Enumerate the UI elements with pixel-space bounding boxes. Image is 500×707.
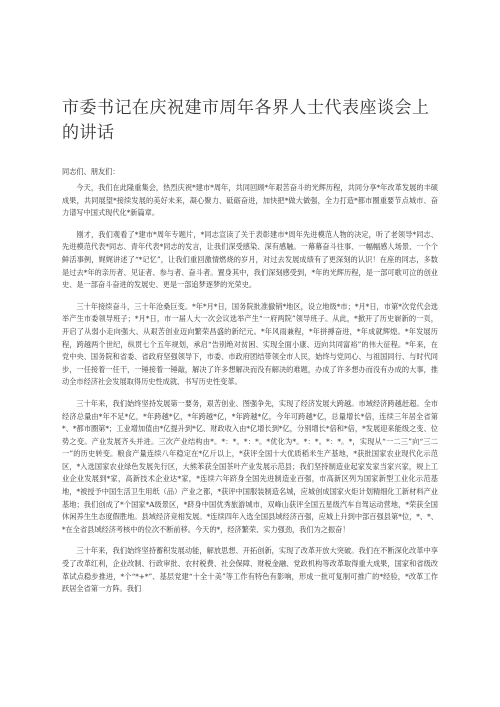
- paragraph-economy: 三十年来，我们始终坚持发展第一要务，艰苦创业、图强争先，实现了经济发展大跨越。市域经济跨越赶超。全市经济总量由*年不足*亿，*年跨越*亿，*年跨越*亿，*年跨越*亿，今年可跨越*亿，总量增长*倍，连续三年居全省第*、*都市圈第*；工业增加值由*亿提升到*亿、财政收入由*亿增长到*亿，分别增长*倍和*倍，*发展迎来能级之变、位势之变。产业发展齐头并进。三次产业结构由*。*：*。*：*。*优化为*。*：*。*：*。*，实现从“一二三”向“三二一”的历史转变。粮食产量连续八年稳定在*亿斤以上，*获评全国十大优质稻米生产基地，*获批国家农业现代化示范区，*入选国家农业绿色发展先行区，大熊苯获全国茶叶产业发展示范县；我们坚持制造业起家发家当家兴家，规上工业企业发展到*家，高新技术企业达*家，*连续六年跻身全国先进制造业百强，市高新区列为国家新型工业化示范基地，*被授予中国生活卫生用纸（品）产业之都，*获评中国服装制造名城，应城创成国家火炬计划精细化工新材料产业基地；我们创成了*个国家*A级景区，*跻身中国优秀旅游城市，双峰山获评全国五星级汽车自驾运动营地，*荣获全国休闲养生生态度假胜地。县域经济竞相发展。*连续四年入选全国县域经济百强，应城上升到中部百强县第*位，*、*、*在全省县域经济考核中的位次不断前移。今天的*，经济繁荣、实力强劲，我们为之振奋！: [62, 398, 438, 534]
- paragraph-history: 三十年接续奋斗，三十年沧桑巨变。*年*月*日，国务院批准撤销*地区，设立地级*市；*月*日，市第*次党代会选举产生市委领导班子；*月*日，市一届人大一次会议选举产生“一府两院”领导班子。从此，*掀开了历史崭新的一页，开启了从弱小走向强大、从艰苦创业迈向繁荣昌盛的新纪元。*年风雨兼程，*年拼搏奋进，*年成就辉煌。*年发展历程，跨越两个世纪，纵贯七个五年规划，承启“告别绝对贫困、实现全面小康、迈向共同富裕”的伟大征程。*年来，在党中央、国务院和省委、省政府坚强领导下，市委、市政府团结带领全市人民，始终与党同心、与祖国同行、与时代同步，一任接着一任干，一锤接着一锤敲，解决了许多想解决而没有解决的难题，办成了许多想办而没有办成的大事，推动全市经济社会发展取得历史性成就、书写历史性变革。: [62, 301, 438, 387]
- paragraph-opening: 今天，我们在此隆重集会，热烈庆祝*建市*周年，共同回顾*年艰苦奋斗的光辉历程，共同分享*年改革发展的丰硕成果，共同展望*接续发展的美好未来，凝心聚力、砥砺奋进，加快把*做大做强，全力打造*都市圈重要节点城市、奋力谱写中国式现代化*新篇章。: [62, 183, 438, 218]
- page-title: 市委书记在庆祝建市周年各界人士代表座谈会上的讲话: [62, 98, 430, 143]
- paragraph-reflection: 刚才，我们观看了*建市*周年专题片，*同志宣读了关于表彰建市*周年先进模范人物的决定，听了老领导*同志、先进模范代表*同志、青年代表*同志的发言，让我们深受感染、深有感触。一幕幕奋斗往事、一幅幅感人场景、一个个鲜活事例，娓娓讲述了“*记忆”，让我们重回激情燃烧的岁月，对过去发展成绩有了更深刻的认识！在座的同志，多数是过去*年的亲历者、见证者、参与者、奋斗者。置身其中，我们深刻感受到，*年的光辉历程，是一部可歌可泣的创业史、是一部奋斗奋进的发展史、更是一部追梦逐梦的光荣史。: [62, 229, 438, 290]
- paragraph-reform: 三十年来，我们始终坚持蓄积发展动能，解放思想、开拓创新，实现了改革开放大突破。我们在不断深化改革中享受了改革红利，企业改制、行政审批、农村税费、社会保障、财税金融、党政机构等改革取得重大成果，国家和省级改革试点稳步推进，*个“*+*”、基层党建“十全十美”等工作有特色有影响，形成一批可复制可推广的*经验，*改革工作跃居全省第一方阵。我们: [62, 546, 438, 594]
- salutation: 同志们、朋友们：: [62, 167, 120, 176]
